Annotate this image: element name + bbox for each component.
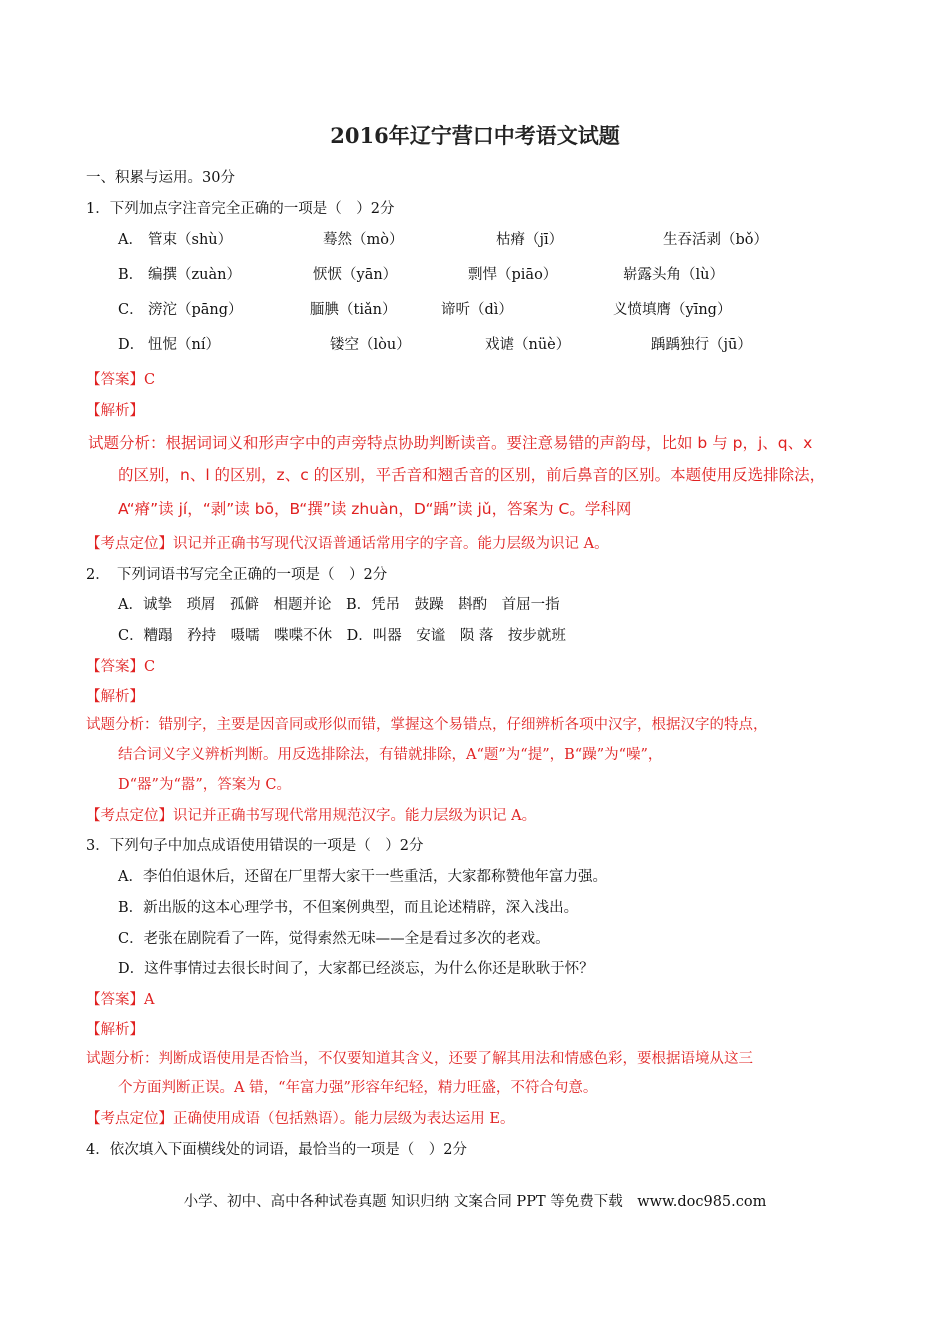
option-item: 编撰（zuàn） bbox=[148, 267, 241, 283]
q2-options-row: A．诚挚 琐屑 孤僻 相题并论 B．凭吊 鼓躁 斟酌 首屈一指 bbox=[118, 597, 560, 613]
q4-stem: 4．依次填入下面横线处的词语，最恰当的一项是（ ）2分 bbox=[86, 1142, 467, 1158]
q3-analysis-line: 个方面判断正误。A 错，“年富力强”形容年纪轻，精力旺盛，不符合句意。 bbox=[118, 1080, 598, 1096]
q3-knowledge-point: 【考点定位】正确使用成语（包括熟语）。能力层级为表达运用 E。 bbox=[86, 1111, 515, 1127]
q1-answer: 【答案】C bbox=[86, 372, 156, 388]
q3-option-a: A．李伯伯退休后，还留在厂里帮大家干一些重活，大家都称赞他年富力强。 bbox=[118, 869, 607, 885]
option-label: B． bbox=[118, 267, 144, 283]
q3-analysis-line: 试题分析：判断成语使用是否恰当，不仅要知道其含义，还要了解其用法和情感色彩，要根据语境从这三 bbox=[86, 1051, 753, 1067]
option-label: A． bbox=[118, 232, 143, 248]
option-item: 踽踽独行（jū） bbox=[651, 337, 752, 353]
option-item: 剽悍（piāo） bbox=[468, 267, 558, 283]
option-item: 戏谑（nüè） bbox=[485, 337, 571, 353]
q2-analysis-label: 【解析】 bbox=[86, 689, 144, 705]
option-item: 谛听（dì） bbox=[441, 302, 513, 318]
option-item: 忸怩（ní） bbox=[148, 337, 220, 353]
q1-analysis-label: 【解析】 bbox=[86, 403, 144, 419]
q2-answer: 【答案】C bbox=[86, 659, 156, 675]
q1-analysis-line: 的区别，n、l 的区别，z、c 的区别，平舌音和翘舌音的区别，前后鼻音的区别。本题使用反选排除法， bbox=[118, 466, 826, 484]
q1-stem: 1．下列加点字注音完全正确的一项是（ ）2分 bbox=[86, 201, 395, 217]
q3-analysis-label: 【解析】 bbox=[86, 1022, 144, 1038]
option-item: 滂沱（pāng） bbox=[148, 302, 243, 318]
q3-option-d: D．这件事情过去很长时间了，大家都已经淡忘，为什么你还是耿耿于怀？ bbox=[118, 961, 594, 977]
option-item: 腼腆（tiǎn） bbox=[310, 302, 397, 318]
option-item: 恹恹（yān） bbox=[313, 267, 398, 283]
q3-option-b: B．新出版的这本心理学书，不但案例典型，而且论述精辟，深入浅出。 bbox=[118, 900, 579, 916]
option-label: D． bbox=[118, 337, 145, 353]
q2-options-row: C．糟蹋 矜持 嗫嚅 喋喋不休 D．叫器 安谧 陨 落 按步就班 bbox=[118, 628, 566, 644]
option-item: 崭露头角（lù） bbox=[623, 267, 724, 283]
section-heading: 一、积累与运用。30分 bbox=[86, 170, 235, 186]
q2-analysis-line: 结合词义字义辨析判断。用反选排除法，有错就排除，A“题”为“提”，B“躁”为“噪”， bbox=[118, 747, 663, 763]
q3-stem: 3．下列句子中加点成语使用错误的一项是（ ）2分 bbox=[86, 838, 424, 854]
q2-analysis-line: D“器”为“嚣”，答案为 C。 bbox=[118, 777, 291, 793]
option-item: 义愤填膺（yīng） bbox=[613, 302, 732, 318]
option-label: C． bbox=[118, 302, 144, 318]
page-footer: 小学、初中、高中各种试卷真题 知识归纳 文案合同 PPT 等免费下载 www.doc985.com bbox=[183, 1194, 767, 1210]
q2-stem: 2． 下列词语书写完全正确的一项是（ ）2分 bbox=[86, 567, 388, 583]
q1-analysis-line: A“瘠”读 jí，“剥”读 bō，B“撰”读 zhuàn，D“踽”读 jǔ，答案为 C。学科网 bbox=[118, 500, 632, 518]
option-item: 生吞活剥（bǒ） bbox=[663, 232, 769, 248]
option-item: 镂空（lòu） bbox=[330, 337, 411, 353]
q3-option-c: C．老张在剧院看了一阵，觉得索然无味——全是看过多次的老戏。 bbox=[118, 931, 550, 947]
q1-analysis-line: 试题分析：根据词词义和形声字中的声旁特点协助判断读音。要注意易错的声韵母，比如 b 与 p，j、q、x bbox=[88, 434, 813, 452]
option-item: 枯瘠（jī） bbox=[496, 232, 564, 248]
q3-answer: 【答案】A bbox=[86, 992, 155, 1008]
option-item: 管束（shù） bbox=[148, 232, 233, 248]
page-title: 2016年辽宁营口中考语文试题 bbox=[330, 123, 620, 148]
q2-knowledge-point: 【考点定位】识记并正确书写现代常用规范汉字。能力层级为识记 A。 bbox=[86, 808, 537, 824]
q2-analysis-line: 试题分析：错别字，主要是因音同或形似而错，掌握这个易错点，仔细辨析各项中汉字，根据汉字的特点， bbox=[86, 717, 768, 733]
q1-knowledge-point: 【考点定位】识记并正确书写现代汉语普通话常用字的字音。能力层级为识记 A。 bbox=[86, 536, 609, 552]
option-item: 蓦然（mò） bbox=[323, 232, 404, 248]
